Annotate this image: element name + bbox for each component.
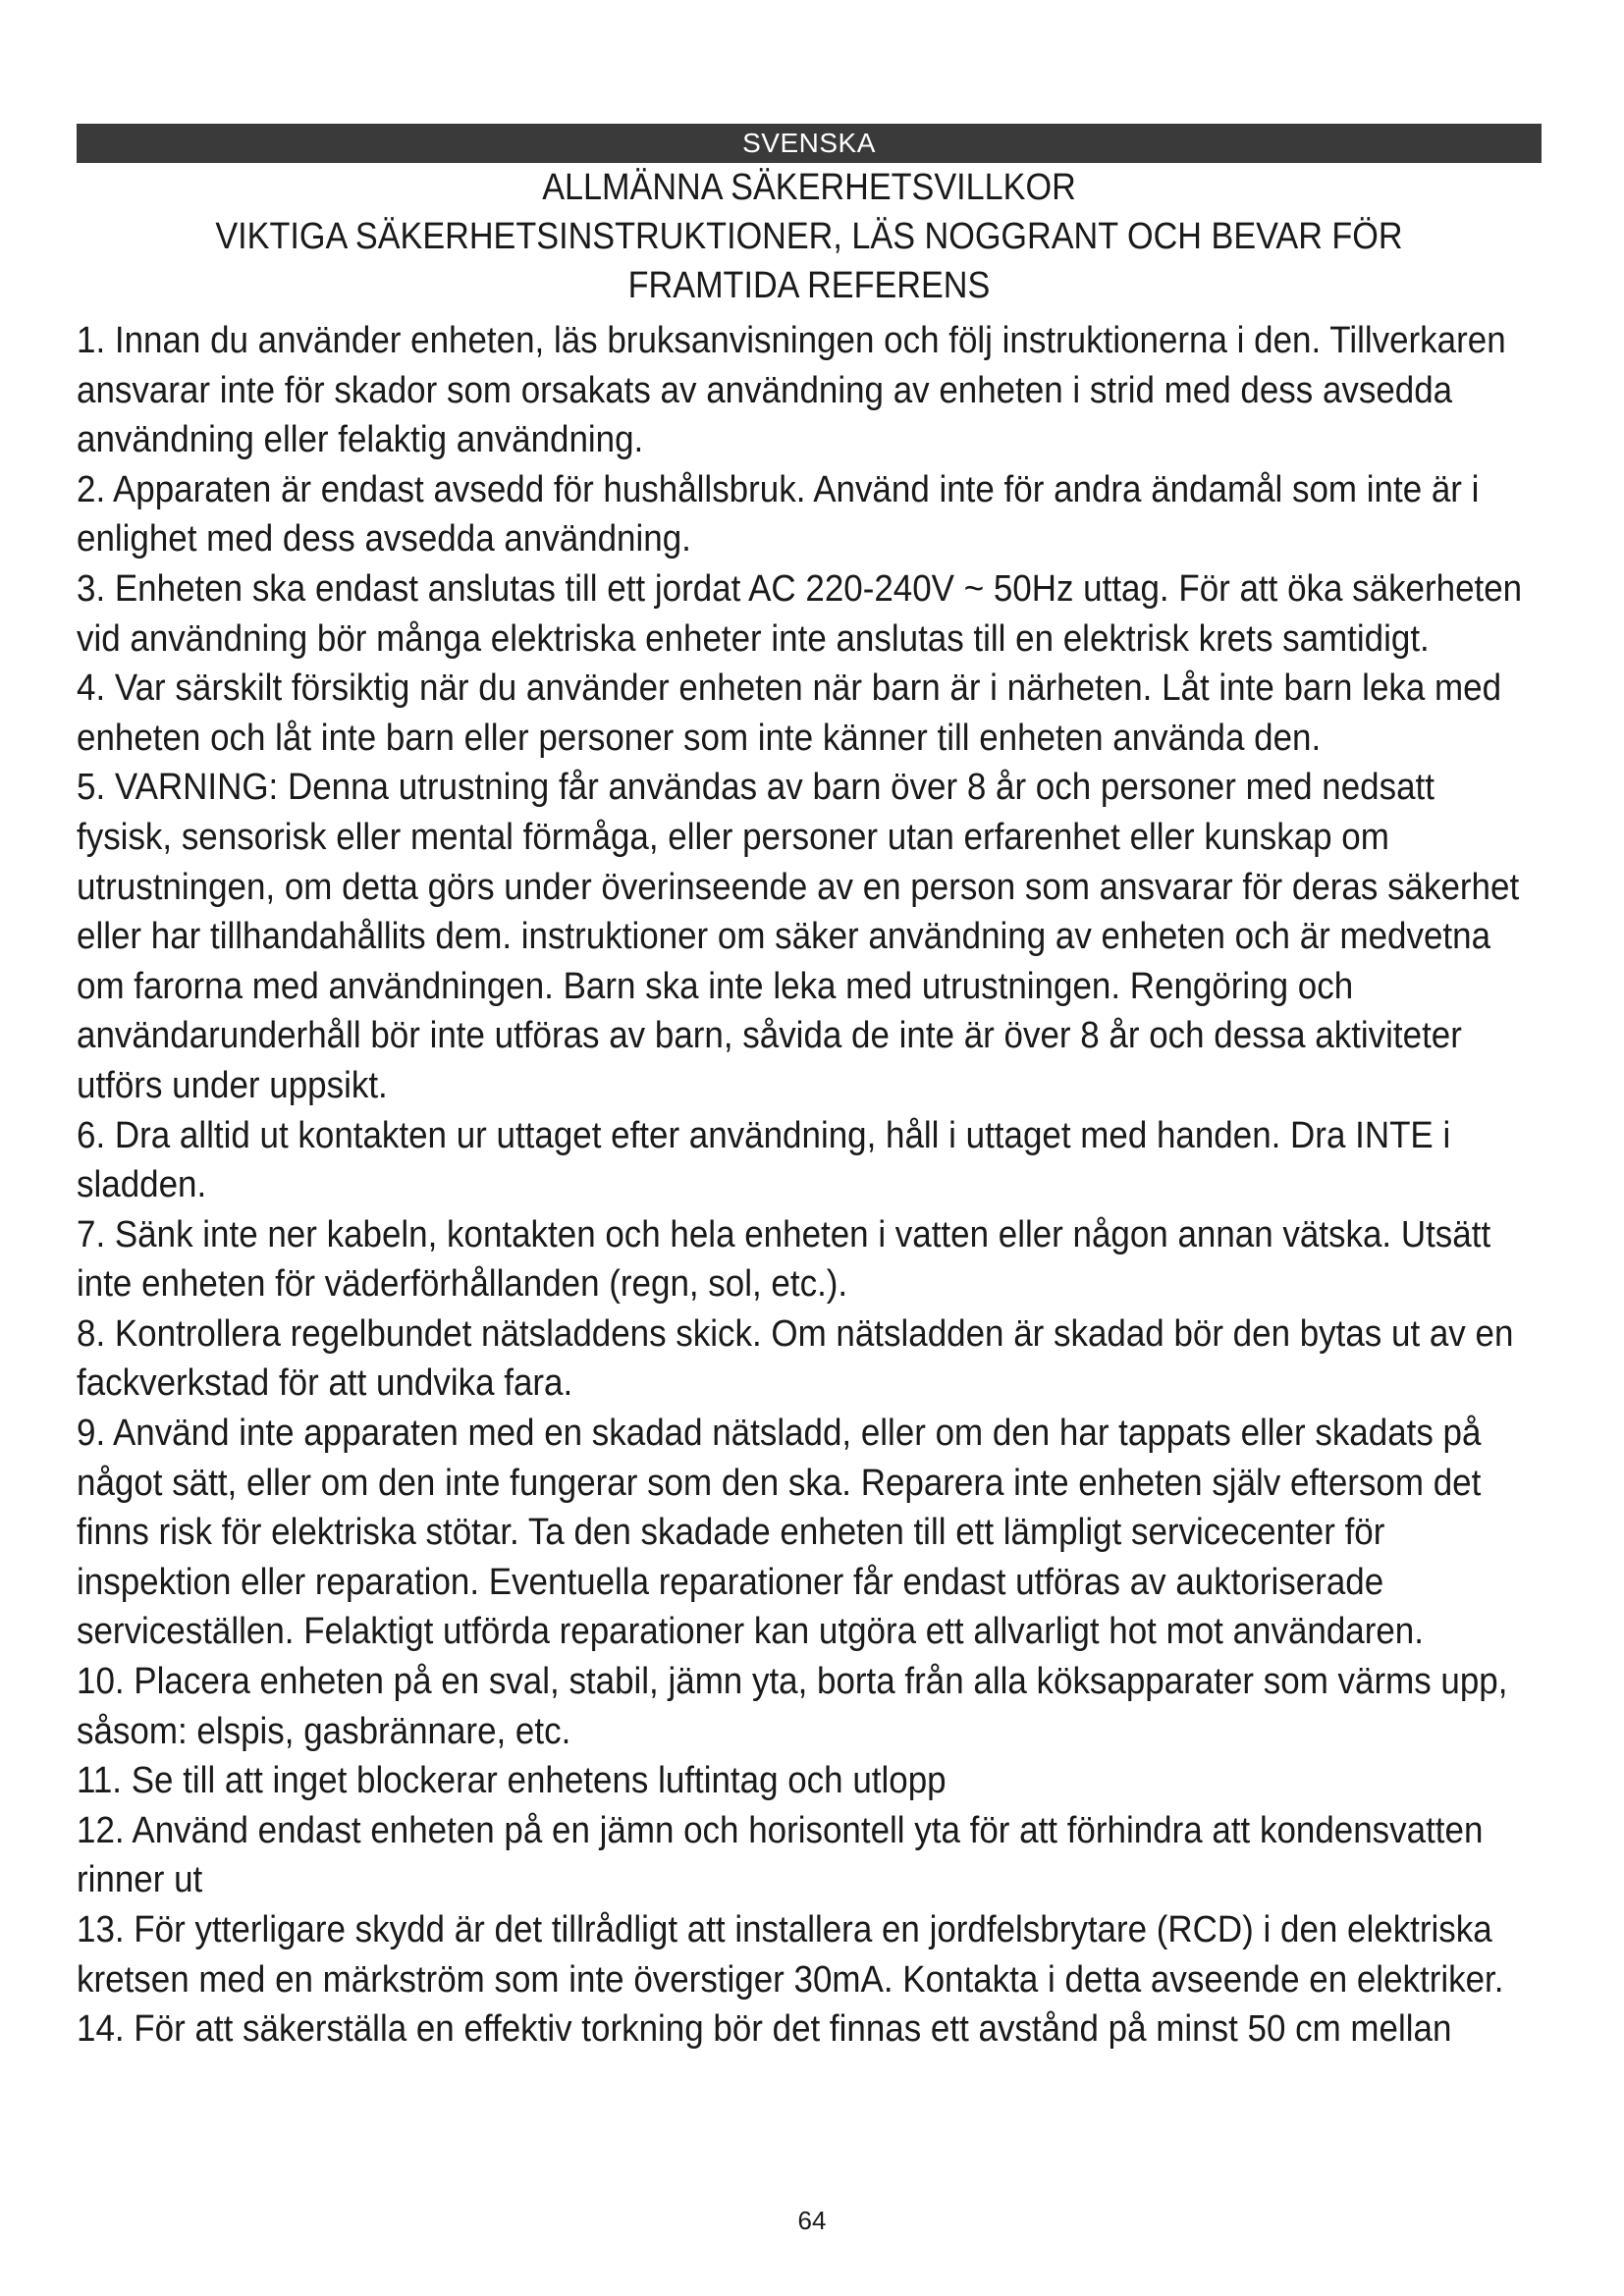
- instruction-item: 4. Var särskilt försiktig när du använder enheten när barn är i närheten. Låt inte barn leka med enheten och låt inte barn eller personer som inte känner till enheten använda den.: [77, 667, 1502, 759]
- instruction-item: 11. Se till att inget blockerar enhetens luftintag och utlopp: [77, 1760, 947, 1802]
- instruction-item: 9. Använd inte apparaten med en skadad nätsladd, eller om den har tappats eller skadats på något sätt, eller om den inte fungerar som den ska. Reparera inte enheten själv eftersom det finns risk för elektriska stötar. Ta den skadade enheten till ett lämpligt servicecenter för inspektion eller reparation. Eventuella reparationer får endast utföras av auktoriserade serviceställen. Felaktigt utförda reparationer kan utgöra ett allvarligt hot mot användaren.: [77, 1413, 1482, 1653]
- instruction-item: 14. För att säkerställa en effektiv torkning bör det finnas ett avstånd på minst 50 cm mellan: [77, 2008, 1452, 2051]
- page-number: 64: [797, 2206, 827, 2235]
- instruction-item: 1. Innan du använder enheten, läs bruksanvisningen och följ instruktionerna i den. Tillverkaren ansvarar inte för skador som orsakats av användning av enheten i strid med dess avsedda användning eller felaktig användning.: [77, 320, 1506, 461]
- instruction-item: 2. Apparaten är endast avsedd för hushållsbruk. Använd inte för andra ändamål som inte är i enlighet med dess avsedda användning.: [77, 468, 1480, 561]
- section-subtitle: VIKTIGA SÄKERHETSINSTRUKTIONER, LÄS NOGGRANT OCH BEVAR FÖR FRAMTIDA REFERENS: [215, 216, 1403, 306]
- instruction-item: 3. Enheten ska endast anslutas till ett jordat AC 220-240V ~ 50Hz uttag. För att öka säkerheten vid användning bör många elektriska enheter inte anslutas till en elektrisk krets samtidigt.: [77, 567, 1523, 660]
- instruction-item: 6. Dra alltid ut kontakten ur uttaget efter användning, håll i uttaget med handen. Dra INTE i sladden.: [77, 1114, 1451, 1206]
- instruction-item: 5. VARNING: Denna utrustning får användas av barn över 8 år och personer med nedsatt fysisk, sensorisk eller mental förmåga, eller personer utan erfarenhet eller kunskap om utrustningen, om detta görs under överinseende av en person som ansvarar för deras säkerhet eller har tillhandahållits dem. instruktioner om säker användning av enheten och är medvetna om farorna med användningen. Barn ska inte leka med utrustningen. Rengöring och användarunderhåll bör inte utföras av barn, såvida de inte är över 8 år och dessa aktiviteter utförs under uppsikt.: [77, 767, 1520, 1106]
- safety-instructions-list: [77, 316, 1539, 2055]
- language-header-bar: SVENSKA: [77, 124, 1542, 163]
- instruction-item: 13. För ytterligare skydd är det tillrådligt att installera en jordfelsbrytare (RCD) i den elektriska kretsen med en märkström som inte överstiger 30mA. Kontakta i detta avseende en elektriker.: [77, 1909, 1504, 2001]
- instruction-item: 12. Använd endast enheten på en jämn och horisontell yta för att förhindra att kondensvatten rinner ut: [77, 1809, 1484, 1901]
- instruction-item: 7. Sänk inte ner kabeln, kontakten och hela enheten i vatten eller någon annan vätska. Utsätt inte enheten för väderförhållanden (regn, sol, etc.).: [77, 1213, 1491, 1306]
- instruction-item: 8. Kontrollera regelbundet nätsladdens skick. Om nätsladden är skadad bör den bytas ut av en fackverkstad för att undvika fara.: [77, 1312, 1514, 1405]
- section-title: ALLMÄNNA SÄKERHETSVILLKOR: [542, 167, 1076, 208]
- instruction-item: 10. Placera enheten på en sval, stabil, jämn yta, borta från alla köksapparater som värms upp, såsom: elspis, gasbrännare, etc.: [77, 1661, 1508, 1752]
